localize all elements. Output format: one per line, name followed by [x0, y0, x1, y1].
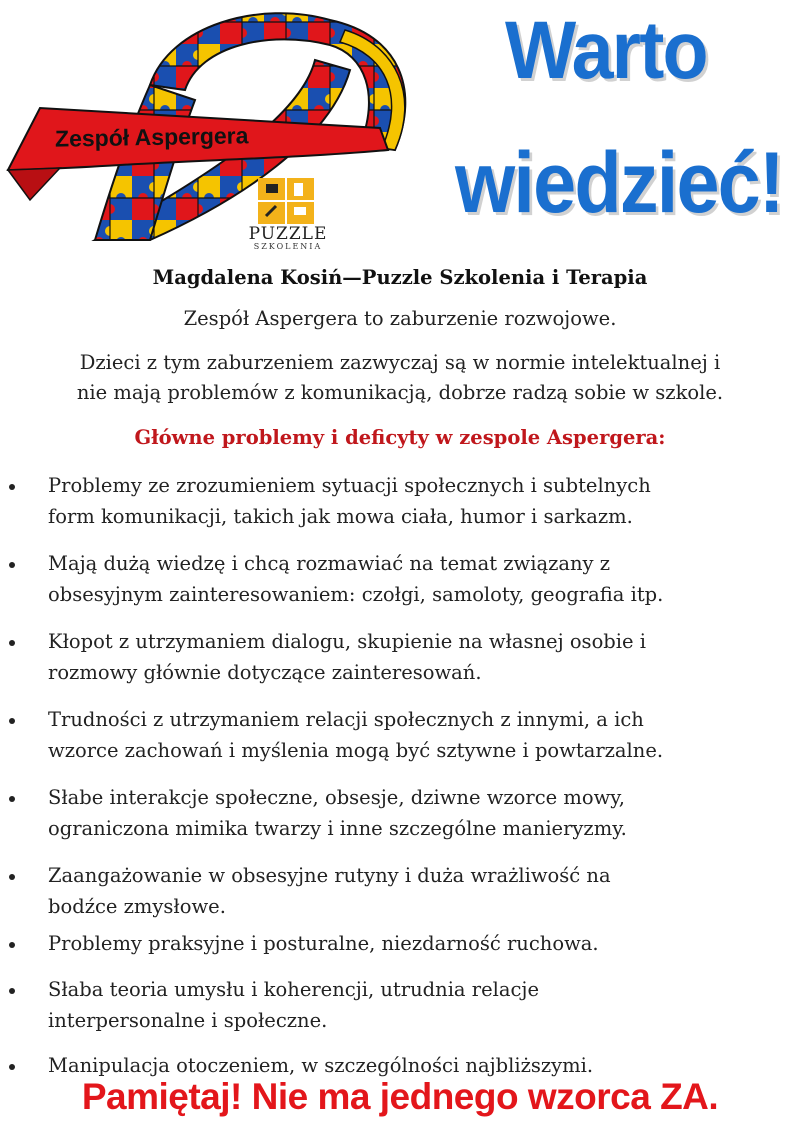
list-item-line: bodźce zmysłowe.	[48, 895, 226, 918]
list-item-line: Słabe interakcje społeczne, obsesje, dziwne wzorce mowy,	[48, 786, 625, 809]
list-item-line: wzorce zachowań i myślenia mogą być sztywne i powtarzalne.	[48, 739, 664, 762]
description-line: nie mają problemów z komunikacją, dobrze radzą sobie w szkole.	[76, 381, 724, 404]
problems-heading: Główne problemy i deficyty w zespole Aspergera:	[134, 426, 666, 449]
bullet-icon	[9, 484, 15, 490]
header	[0, 0, 800, 260]
puzzle-szkolenia-logo	[228, 178, 348, 252]
logo-subtitle: SZKOLENIA	[253, 242, 323, 251]
bullet-icon	[9, 874, 15, 880]
bullet-icon	[9, 562, 15, 568]
logo-name: PUZZLE	[248, 224, 328, 244]
intro-text: Zespół Aspergera to zaburzenie rozwojowe.	[183, 307, 617, 330]
list-item-line: Słaba teoria umysłu i koherencji, utrudnia relacje	[48, 978, 539, 1001]
ribbon-label: Zespół Aspergera	[54, 122, 249, 152]
list-item-line: Mają dużą wiedzę i chcą rozmawiać na temat związany z	[48, 552, 611, 575]
description-paragraph	[0, 348, 800, 408]
list-item-line: Manipulacja otoczeniem, w szczególności najbliższymi.	[48, 1054, 594, 1077]
list-item-line: Kłopot z utrzymaniem dialogu, skupienie na własnej osobie i	[48, 630, 646, 653]
bullet-icon	[9, 796, 15, 802]
list-item-line: Problemy praksyjne i posturalne, niezdarność ruchowa.	[48, 932, 599, 955]
list-item-line: form komunikacji, takich jak mowa ciała, humor i sarkazm.	[48, 505, 633, 528]
puzzle-logo-icon	[258, 178, 314, 224]
headline-line-1: Warto	[505, 5, 707, 96]
description-line: Dzieci z tym zaburzeniem zazwyczaj są w normie intelektualnej i	[79, 351, 721, 374]
list-item-line: Problemy ze zrozumieniem sytuacji społecznych i subtelnych	[48, 474, 651, 497]
bullet-icon	[9, 988, 15, 994]
list-item-line: ograniczona mimika twarzy i inne szczególne manieryzmy.	[48, 817, 627, 840]
list-item-line: obsesyjnym zainteresowaniem: czołgi, samoloty, geografia itp.	[48, 583, 664, 606]
bullet-icon	[9, 1064, 15, 1070]
author-line: Magdalena Kosiń—Puzzle Szkolenia i Terapia	[152, 266, 648, 289]
headline-line-2: wiedzieć!	[455, 135, 783, 231]
bullet-icon	[9, 942, 15, 948]
list-item-line: Trudności z utrzymaniem relacji społecznych z innymi, a ich	[48, 708, 644, 731]
bullet-icon	[9, 718, 15, 724]
closing-message: Pamiętaj! Nie ma jednego wzorca ZA.	[81, 1076, 719, 1117]
list-item-line: rozmowy głównie dotyczące zainteresowań.	[48, 661, 482, 684]
list-item-line: interpersonalne i społeczne.	[48, 1009, 328, 1032]
list-item-line: Zaangażowanie w obsesyjne rutyny i duża wrażliwość na	[48, 864, 611, 887]
bullet-icon	[9, 640, 15, 646]
